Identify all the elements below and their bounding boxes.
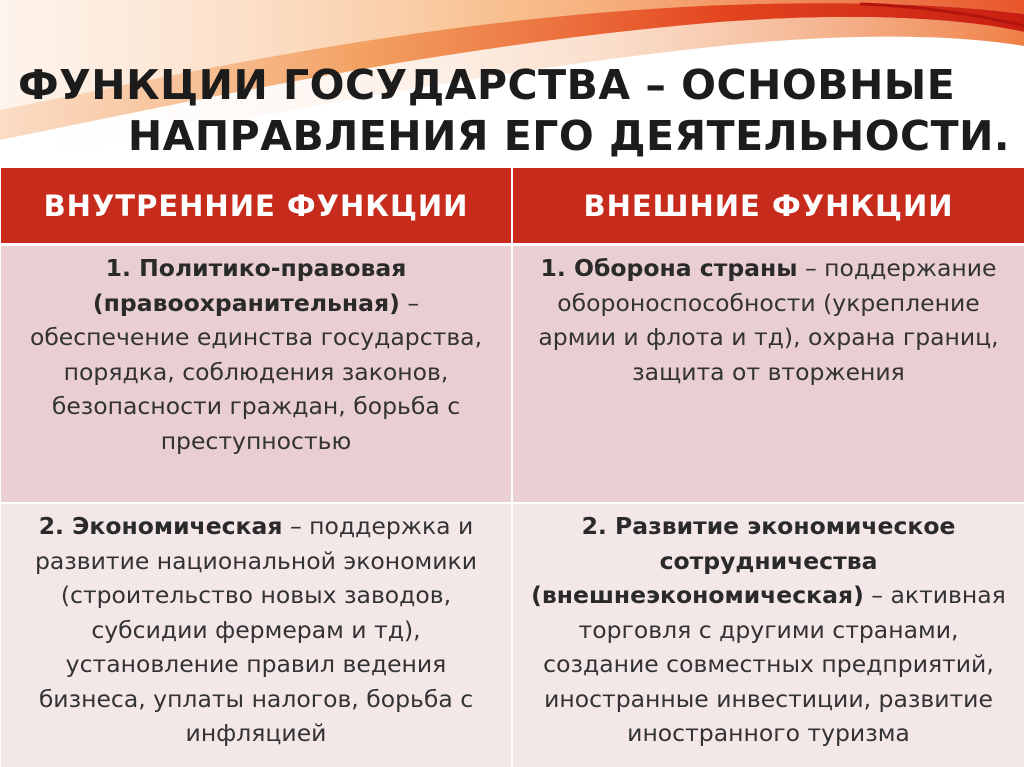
internal-function-cell bbox=[1, 245, 512, 504]
function-title: 2. Экономическая bbox=[38, 512, 283, 540]
function-description: – поддержка и развитие национальной экономики (строительство новых заводов, субсидии фермерам и тд), установление правил ведения бизнеса, уплаты налогов, борьба с инфляцией bbox=[34, 512, 478, 747]
header-external-functions: ВНЕШНИЕ ФУНКЦИИ bbox=[512, 168, 1024, 245]
function-title: 1. Политико-правовая (правоохранительная) bbox=[92, 254, 407, 317]
table-row bbox=[1, 503, 1024, 767]
page-title bbox=[18, 60, 1010, 162]
function-title: 1. Оборона страны bbox=[540, 254, 798, 282]
title-line-1: ФУНКЦИИ ГОСУДАРСТВА – ОСНОВНЫЕ bbox=[18, 61, 956, 109]
functions-table bbox=[1, 168, 1024, 767]
external-function-cell bbox=[512, 245, 1024, 504]
function-description: – поддержание обороноспособности (укрепление армии и флота и тд), охрана границ, защита от вторжения bbox=[538, 254, 999, 386]
table-row bbox=[1, 245, 1024, 504]
function-description: – активная торговля с другими странами, создание совместных предприятий, иностранные инвестиции, развитие иностранного туризма bbox=[543, 581, 1006, 747]
title-line-2: НАПРАВЛЕНИЯ ЕГО ДЕЯТЕЛЬНОСТИ. bbox=[127, 112, 1010, 160]
header-internal-functions: ВНУТРЕННИЕ ФУНКЦИИ bbox=[1, 168, 512, 245]
function-title: 2. Развитие экономическое сотрудничества (внешнеэкономическая) bbox=[531, 512, 956, 609]
header-row bbox=[1, 168, 1024, 245]
external-function-cell bbox=[512, 503, 1024, 767]
function-description: – обеспечение единства государства, порядка, соблюдения законов, безопасности граждан, борьба с преступностью bbox=[29, 288, 483, 455]
internal-function-cell bbox=[1, 503, 512, 767]
